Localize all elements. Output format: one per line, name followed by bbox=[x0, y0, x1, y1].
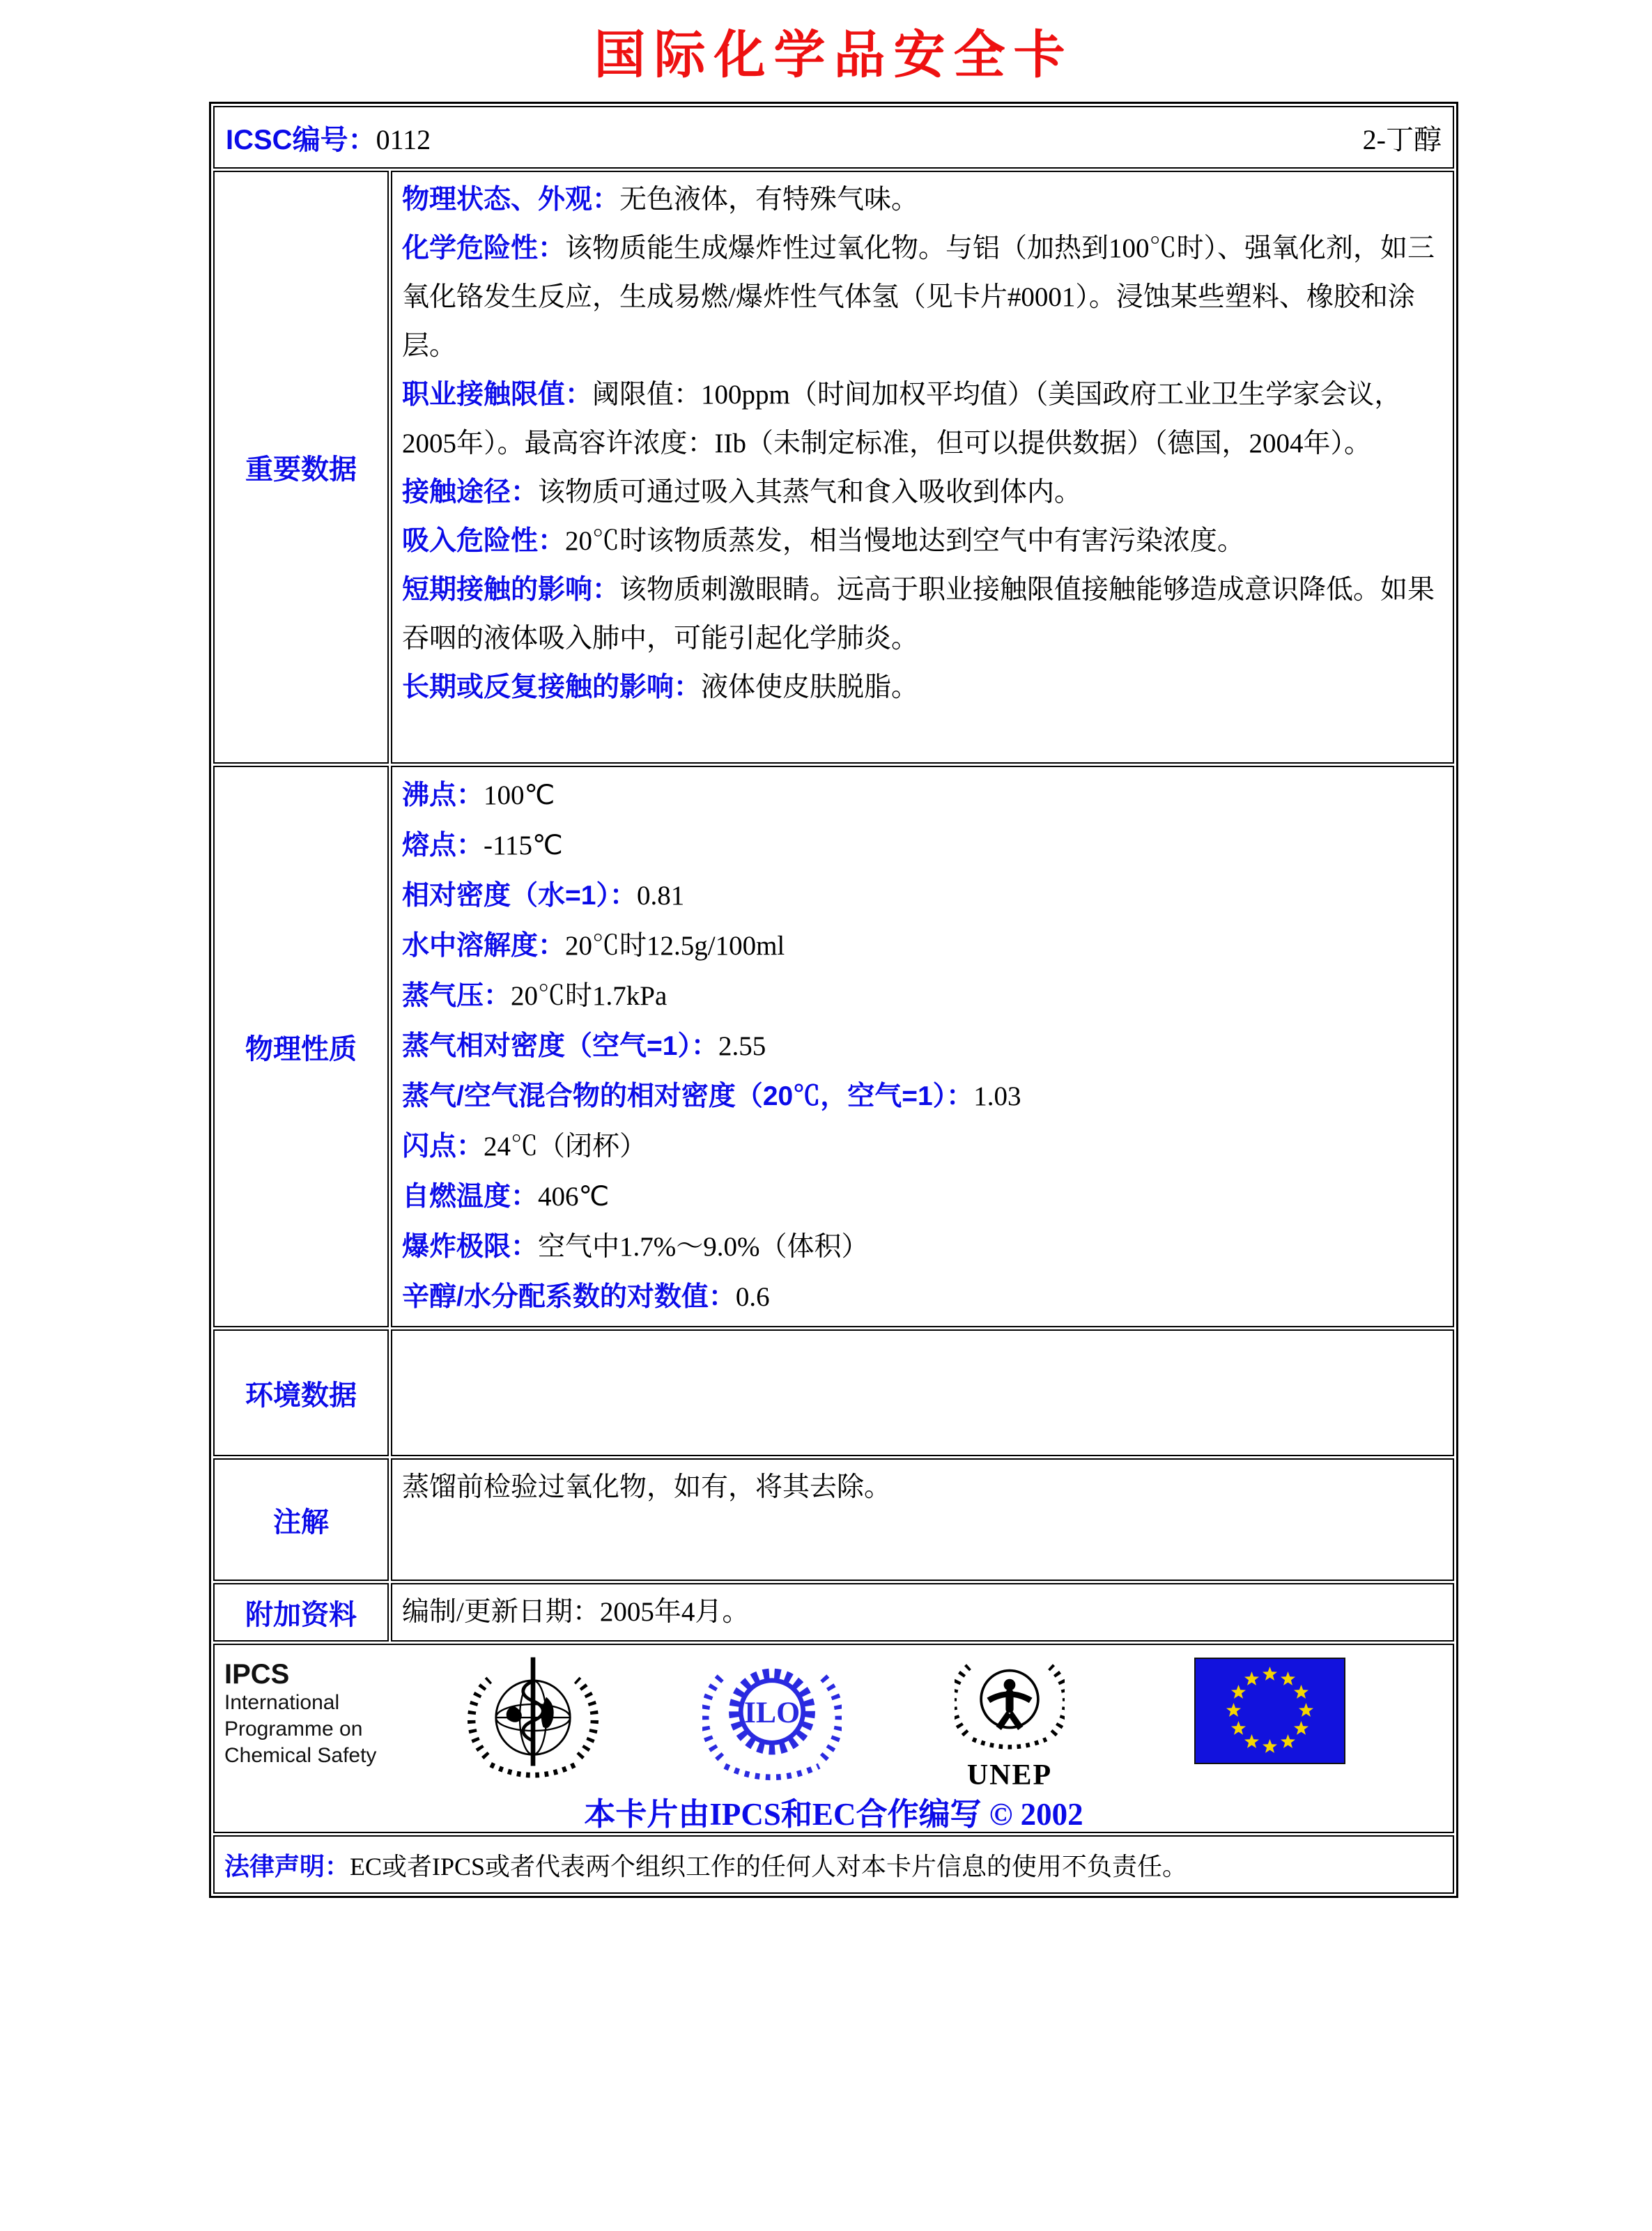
ilo-label: ILO bbox=[743, 1695, 801, 1729]
data-entry bbox=[402, 1222, 1443, 1272]
notes-content bbox=[391, 1458, 1454, 1581]
entry-label: 蒸气压： bbox=[402, 981, 511, 1011]
entry-label: 蒸气/空气混合物的相对密度（20℃，空气=1）： bbox=[402, 1081, 974, 1111]
entry-text: 20℃时该物质蒸发，相当慢地达到空气中有害污染浓度。 bbox=[565, 526, 1245, 556]
entry-text: 编制/更新日期：2005年4月。 bbox=[402, 1597, 750, 1627]
environmental-data-content bbox=[391, 1329, 1454, 1456]
section-label-environmental-data: 环境数据 bbox=[213, 1329, 389, 1456]
entry-text: 0.81 bbox=[636, 881, 685, 911]
page-title: 国际化学品安全卡 bbox=[594, 26, 1074, 84]
entry-text: 液体使皮肤脱脂。 bbox=[701, 672, 919, 702]
section-label-additional-info: 附加资料 bbox=[213, 1583, 389, 1642]
ipcs-line: International bbox=[224, 1691, 340, 1714]
data-entry bbox=[402, 517, 1443, 566]
logos-cell bbox=[213, 1644, 1454, 1833]
entry-label: 熔点： bbox=[402, 831, 484, 860]
entry-text: 20℃时1.7kPa bbox=[511, 981, 667, 1011]
substance-name: 2-丁醇 bbox=[1362, 123, 1442, 155]
entry-label: 辛醇/水分配系数的对数值： bbox=[402, 1282, 736, 1312]
entry-label: 吸入危险性： bbox=[402, 526, 566, 556]
section-label-physical-properties: 物理性质 bbox=[213, 766, 389, 1327]
entry-text: 100℃ bbox=[484, 780, 555, 810]
physical-properties-content bbox=[391, 766, 1454, 1327]
entry-label: 化学危险性： bbox=[402, 233, 566, 263]
entry-text: 该物质能生成爆炸性过氧化物。与铝（加热到100℃时）、强氧化剂，如三氧化铬发生反应，生成易燃/爆炸性气体氢（见卡片#0001）。浸蚀某些塑料、橡胶和涂层。 bbox=[402, 233, 1435, 361]
important-data-content bbox=[391, 171, 1454, 764]
environmental-data-row bbox=[213, 1329, 1454, 1456]
data-entry bbox=[402, 1272, 1443, 1322]
entry-text: 蒸馏前检验过氧化物，如有，将其去除。 bbox=[402, 1472, 892, 1502]
data-entry bbox=[402, 371, 1443, 468]
legal-row bbox=[213, 1835, 1454, 1894]
data-entry bbox=[402, 468, 1443, 517]
entry-text: -115℃ bbox=[484, 831, 563, 860]
data-entry bbox=[402, 1463, 1443, 1512]
icsc-number-value: 0112 bbox=[376, 123, 431, 155]
data-entry bbox=[402, 566, 1443, 663]
additional-info-content bbox=[391, 1583, 1454, 1642]
caption-copyright: © 2002 bbox=[989, 1797, 1083, 1832]
entry-label: 职业接触限值： bbox=[402, 380, 593, 410]
data-entry bbox=[402, 871, 1443, 921]
data-entry bbox=[402, 971, 1443, 1021]
ipcs-name: IPCS bbox=[224, 1659, 290, 1690]
icsc-table bbox=[209, 102, 1458, 1898]
data-entry bbox=[402, 1021, 1443, 1072]
entry-text: 0.6 bbox=[735, 1282, 770, 1312]
notes-row bbox=[213, 1458, 1454, 1581]
physical-properties-row bbox=[213, 766, 1454, 1327]
data-entry bbox=[402, 224, 1443, 371]
entry-text: 24℃（闭杯） bbox=[484, 1132, 647, 1161]
legal-label: 法律声明： bbox=[224, 1851, 350, 1881]
logos-row bbox=[213, 1644, 1454, 1833]
icsc-number-label: ICSC编号： bbox=[226, 124, 376, 155]
entry-text: 阈限值：100ppm（时间加权平均值）（美国政府工业卫生学家会议，2005年）。最高容许浓度：IIb（未制定标准，但可以提供数据）（德国，2004年）。 bbox=[402, 380, 1402, 458]
entry-label: 沸点： bbox=[402, 780, 484, 810]
entry-text: 1.03 bbox=[973, 1081, 1021, 1111]
legal-cell bbox=[213, 1835, 1454, 1894]
section-label-notes: 注解 bbox=[213, 1458, 389, 1581]
entry-text: 空气中1.7%～9.0%（体积） bbox=[538, 1232, 869, 1262]
data-entry bbox=[402, 176, 1443, 224]
data-entry bbox=[402, 821, 1443, 871]
entry-label: 相对密度（水=1）： bbox=[402, 881, 637, 911]
eu-flag-icon bbox=[1194, 1658, 1345, 1764]
entry-label: 物理状态、外观： bbox=[402, 185, 620, 215]
ipcs-line: Chemical Safety bbox=[224, 1744, 377, 1767]
unep-logo-block bbox=[955, 1652, 1065, 1791]
who-logo-icon bbox=[467, 1649, 599, 1789]
data-entry bbox=[402, 1122, 1443, 1172]
header-cell bbox=[213, 106, 1454, 169]
header-row bbox=[213, 106, 1454, 169]
ipcs-line: Programme on bbox=[224, 1717, 363, 1740]
legal-text: EC或者IPCS或者代表两个组织工作的任何人对本卡片信息的使用不负责任。 bbox=[350, 1852, 1188, 1881]
unep-logo-icon bbox=[955, 1652, 1065, 1757]
ilo-logo-icon bbox=[702, 1648, 842, 1790]
unep-label: UNEP bbox=[966, 1759, 1053, 1791]
additional-info-row bbox=[213, 1583, 1454, 1642]
caption-text: 本卡片由IPCS和EC合作编写 bbox=[584, 1797, 982, 1832]
data-entry bbox=[402, 1072, 1443, 1122]
entry-text: 无色液体，有特殊气味。 bbox=[619, 185, 919, 215]
entry-label: 水中溶解度： bbox=[402, 931, 566, 961]
entry-label: 自燃温度： bbox=[402, 1182, 539, 1212]
entry-label: 爆炸极限： bbox=[402, 1232, 539, 1262]
entry-text: 该物质可通过吸入其蒸气和食入吸收到体内。 bbox=[538, 477, 1082, 507]
ipcs-text-block bbox=[224, 1659, 376, 1769]
entry-text: 20℃时12.5g/100ml bbox=[565, 931, 785, 961]
data-entry bbox=[402, 771, 1443, 821]
data-entry bbox=[402, 1172, 1443, 1222]
data-entry bbox=[402, 1588, 1443, 1637]
cooperation-caption bbox=[215, 1789, 1453, 1834]
entry-text: 2.55 bbox=[718, 1031, 766, 1061]
section-label-important-data: 重要数据 bbox=[213, 171, 389, 764]
important-data-row bbox=[213, 171, 1454, 764]
entry-label: 接触途径： bbox=[402, 477, 539, 507]
entry-text: 该物质刺激眼睛。远高于职业接触限值接触能够造成意识降低。如果吞咽的液体吸入肺中，可能引起化学肺炎。 bbox=[402, 575, 1435, 654]
entry-label: 蒸气相对密度（空气=1）： bbox=[402, 1031, 718, 1061]
entry-text: 406℃ bbox=[538, 1182, 610, 1212]
entry-label: 闪点： bbox=[402, 1132, 484, 1161]
icsc-number bbox=[226, 118, 431, 157]
data-entry bbox=[402, 921, 1443, 971]
data-entry bbox=[402, 663, 1443, 712]
entry-label: 长期或反复接触的影响： bbox=[402, 672, 702, 702]
entry-label: 短期接触的影响： bbox=[402, 575, 620, 605]
